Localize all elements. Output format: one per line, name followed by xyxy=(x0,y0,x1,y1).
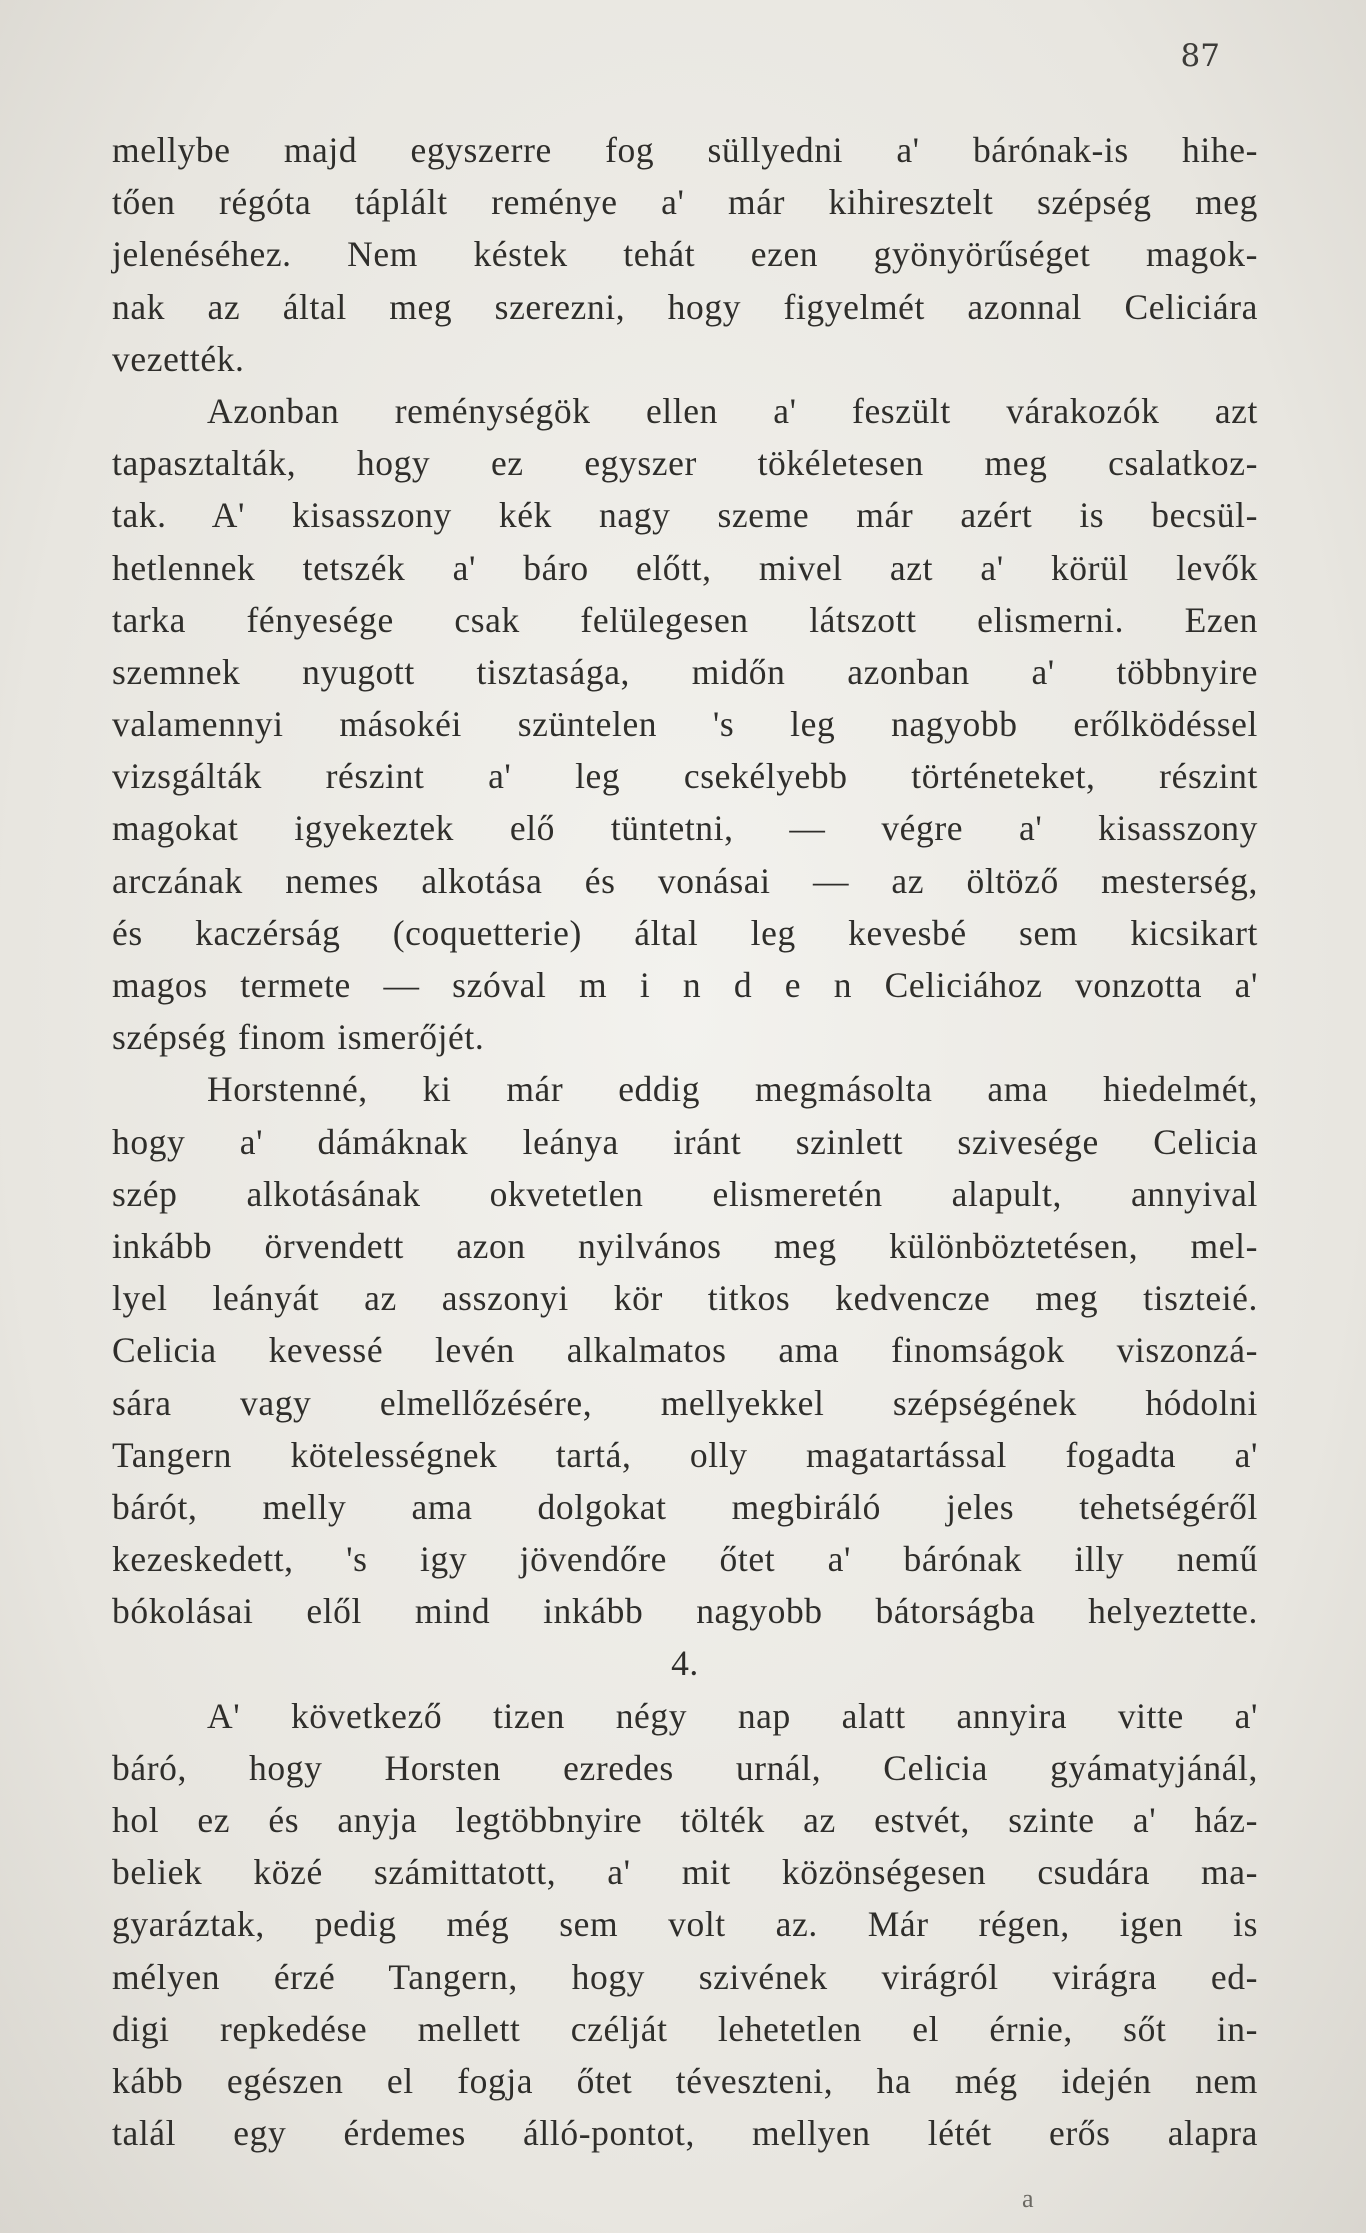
text-line: gyaráztak, pedig még sem volt az. Már régen, igen is xyxy=(112,1904,1258,1945)
text-line: hetlennek tetszék a' báro előtt, mivel azt a' körül levők xyxy=(112,547,1258,588)
text-line: magos termete — szóval m i n d e n Celiciához vonzotta a' xyxy=(112,965,1258,1005)
text-line: A' következő tizen négy nap alatt annyira vitte a' xyxy=(207,1695,1258,1736)
text-line: talál egy érdemes álló-pontot, mellyen létét erős alapra xyxy=(112,2113,1258,2154)
signature-mark: a xyxy=(1022,2184,1034,2213)
text-line: kezeskedett, 's igy jövendőre őtet a' bárónak illy nemű xyxy=(112,1539,1258,1580)
text-line: szépség finom ismerőjét. xyxy=(112,1017,485,1058)
text-line: magokat igyekeztek elő tüntetni, — végre a' kisasszony xyxy=(112,808,1258,849)
text-line: sára vagy elmellőzésére, mellyekkel szépségének hódolni xyxy=(112,1382,1258,1423)
text-line: hol ez és anyja legtöbbnyire tölték az estvét, szinte a' ház- xyxy=(112,1800,1258,1840)
text-line: digi repkedése mellett czélját lehetetlen el érnie, sőt in- xyxy=(112,2008,1258,2049)
text-line: valamennyi másokéi szüntelen 's leg nagyobb erőlködéssel xyxy=(112,704,1258,745)
text-line: arczának nemes alkotása és vonásai — az öltöző mesterség, xyxy=(112,860,1258,901)
text-line: vezették. xyxy=(112,338,245,379)
text-line: hogy a' dámáknak leánya iránt szinlett szivesége Celicia xyxy=(112,1121,1258,1162)
text-line: jelenéséhez. Nem késtek tehát ezen gyönyörűséget magok- xyxy=(112,234,1258,275)
text-line: Azonban reménységök ellen a' feszült várakozók azt xyxy=(207,390,1258,431)
text-line: tően régóta táplált reménye a' már kihiresztelt szépség meg xyxy=(112,182,1258,223)
text-line: Tangern kötelességnek tartá, olly magatartással fogadta a' xyxy=(112,1434,1258,1475)
text-line: szemnek nyugott tisztasága, midőn azonban a' többnyire xyxy=(112,651,1258,692)
text-line: tapasztalták, hogy ez egyszer tökéletesen meg csalatkoz- xyxy=(112,443,1258,484)
chapter-number: 4. xyxy=(671,1643,699,1684)
text-line: tarka fényesége csak felülegesen látszott elismerni. Ezen xyxy=(112,599,1258,640)
text-line: szép alkotásának okvetetlen elismeretén alapult, annyival xyxy=(112,1173,1258,1214)
text-line: tak. A' kisasszony kék nagy szeme már azért is becsül- xyxy=(112,495,1258,536)
text-line: báró, hogy Horsten ezredes urnál, Celicia gyámatyjánál, xyxy=(112,1747,1258,1788)
page-number: 87 xyxy=(1180,38,1220,74)
text-line: bárót, melly ama dolgokat megbiráló jeles tehetségéről xyxy=(112,1486,1258,1527)
text-line: inkább örvendett azon nyilvános meg különböztetésen, mel- xyxy=(112,1225,1258,1266)
text-line: Horstenné, ki már eddig megmásolta ama hiedelmét, xyxy=(207,1069,1258,1110)
text-line: kább egészen el fogja őtet téveszteni, ha még idején nem xyxy=(112,2060,1258,2101)
text-line: vizsgálták részint a' leg csekélyebb történeteket, részint xyxy=(112,756,1258,797)
text-line: lyel leányát az asszonyi kör titkos kedvencze meg tiszteié. xyxy=(112,1278,1258,1319)
text-line: mélyen érzé Tangern, hogy szivének virágról virágra ed- xyxy=(112,1956,1258,1997)
text-line: bókolásai elől mind inkább nagyobb bátorságba helyeztette. xyxy=(112,1591,1258,1632)
body-text xyxy=(112,124,1258,2159)
text-line: Celicia kevessé levén alkalmatos ama finomságok viszonzá- xyxy=(112,1330,1258,1371)
text-line: beliek közé számittatott, a' mit közönségesen csudára ma- xyxy=(112,1852,1258,1893)
text-line: mellybe majd egyszerre fog süllyedni a' bárónak-is hihe- xyxy=(112,130,1258,170)
text-line: és kaczérság (coquetterie) által leg kevesbé sem kicsikart xyxy=(112,912,1258,953)
text-line: nak az által meg szerezni, hogy figyelmét azonnal Celiciára xyxy=(112,286,1258,327)
